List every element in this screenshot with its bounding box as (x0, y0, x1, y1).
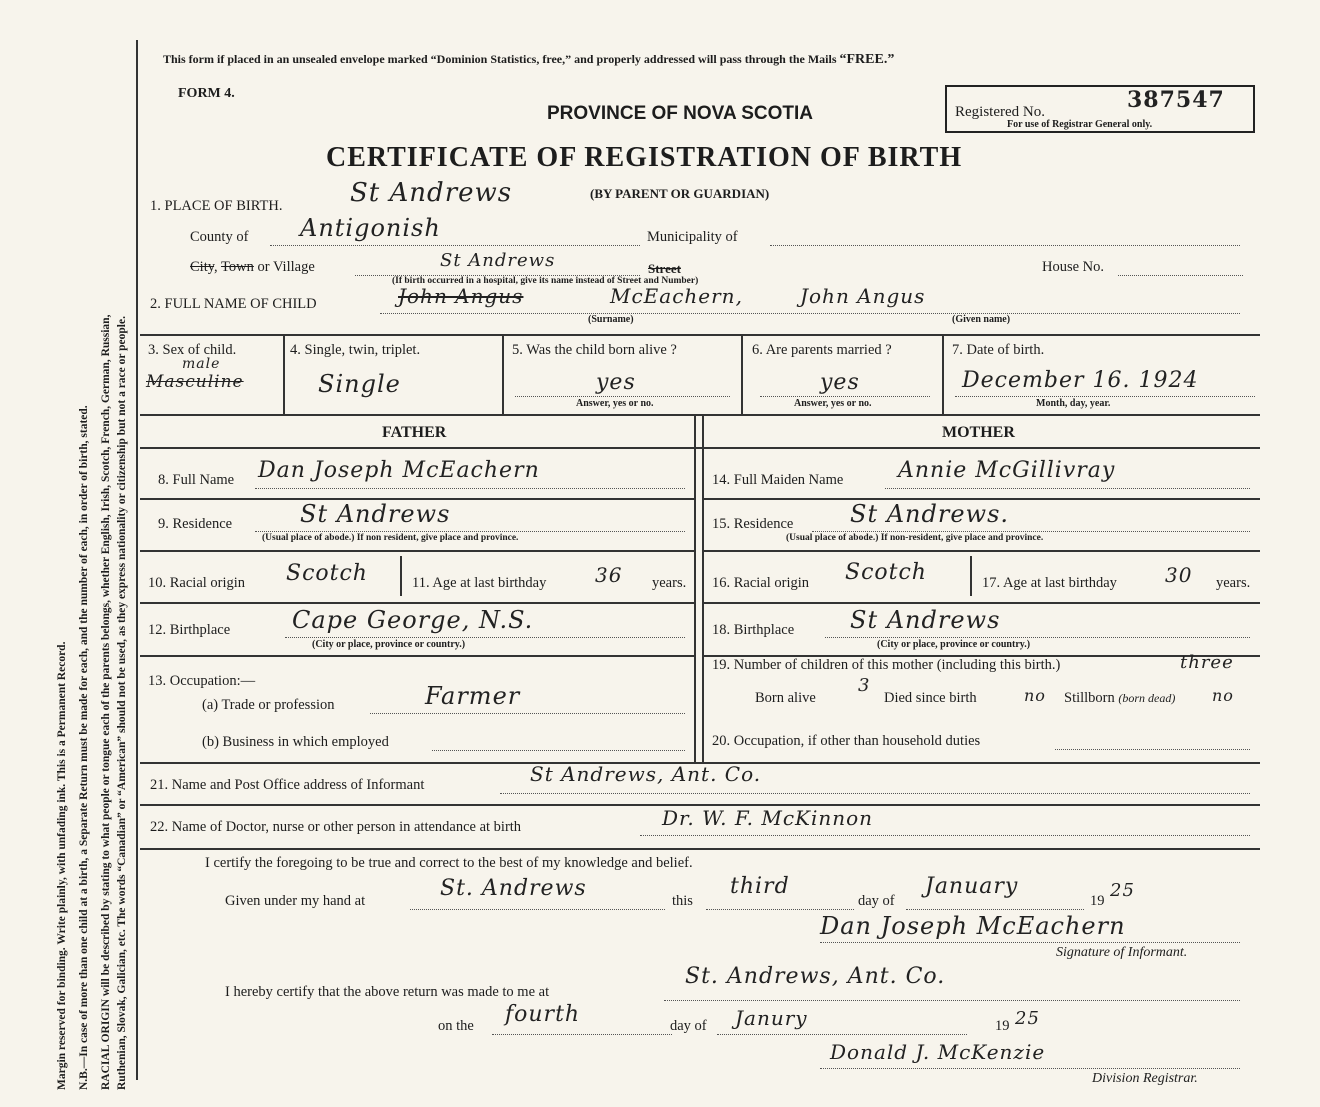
return-on-the-label: on the (438, 1018, 474, 1034)
stats-divider-3 (741, 334, 743, 414)
given-this-label: this (672, 893, 693, 909)
stats-top-rule (140, 334, 1260, 336)
form-number: FORM 4. (178, 86, 235, 101)
registered-number-value: 387547 (1127, 87, 1225, 113)
mother-birthplace-label: 18. Birthplace (712, 622, 795, 638)
registrar-caption: Division Registrar. (1092, 1071, 1198, 1086)
father-age-label: 11. Age at last birthday (412, 575, 547, 591)
date-of-birth-line (955, 396, 1255, 397)
father-trade-value: Farmer (425, 682, 521, 710)
father-residence-label: 9. Residence (158, 516, 233, 532)
county-value: Antigonish (300, 214, 441, 242)
return-month-line (717, 1034, 967, 1035)
return-year-value: 25 (1015, 1008, 1040, 1029)
informant-signature-line (820, 942, 1240, 943)
father-residence-caption: (Usual place of abode.) If non resident, give place and province. (262, 533, 519, 543)
father-name-label: 8. Full Name (158, 472, 235, 488)
mother-race-value: Scotch (845, 560, 927, 585)
house-number-label: House No. (1042, 259, 1105, 275)
child-given-name: John Angus (800, 284, 926, 308)
given-day-line (706, 909, 854, 910)
doctor-value: Dr. W. F. McKinnon (662, 806, 874, 830)
informant-value: St Andrews, Ant. Co. (530, 762, 762, 786)
informant-label: 21. Name and Post Office address of Informant (150, 777, 425, 793)
parents-divider-right (702, 414, 704, 762)
registrar-signature: Donald J. McKenzie (830, 1040, 1046, 1064)
given-year-value: 25 (1110, 880, 1135, 901)
father-heading: FATHER (382, 424, 447, 441)
child-surname: McEachern, (610, 284, 743, 308)
mother-birthplace-line (825, 637, 1250, 638)
father-occupation-label: 13. Occupation:— (148, 673, 256, 689)
margin-note-binding: Margin reserved for binding. Write plainly, with unfading ink. This is a Permanent Record. (56, 641, 68, 1090)
mother-heading: MOTHER (942, 424, 1015, 441)
born-alive-count-value: 3 (858, 675, 871, 696)
mother-children-value: three (1180, 652, 1234, 673)
margin-note-racial-origin: RACIAL ORIGIN will be described by stating to what people or tongue each of the parents belongs, whether English, Irish, Scotch, French, German, Russian, (100, 314, 112, 1090)
father-trade-label: (a) Trade or profession (202, 697, 335, 713)
father-name-line (255, 488, 685, 489)
father-race-label: 10. Racial origin (148, 575, 246, 591)
mother-birthplace-caption: (City or place, province or country.) (877, 639, 1031, 650)
municipality-line (770, 245, 1240, 246)
father-business-label: (b) Business in which employed (202, 734, 389, 750)
doctor-label: 22. Name of Doctor, nurse or other person in attendance at birth (150, 819, 522, 835)
given-day-of-label: day of (858, 893, 895, 909)
born-alive-line (515, 396, 730, 397)
informant-signature: Dan Joseph McEachern (820, 912, 1126, 940)
mother-age-value: 30 (1165, 563, 1193, 587)
certificate-title: CERTIFICATE OF REGISTRATION OF BIRTH (326, 142, 963, 173)
father-race-value: Scotch (286, 561, 368, 586)
certify-statement: I certify the foregoing to be true and correct to the best of my knowledge and belief. (205, 855, 693, 871)
born-alive-count-label: Born alive (755, 690, 816, 706)
mother-name-value: Annie McGillivray (898, 458, 1116, 483)
plurality-value: Single (318, 370, 401, 398)
parents-married-line (760, 396, 930, 397)
father-business-line (432, 750, 685, 751)
father-birthplace-caption: (City or place, province or country.) (312, 639, 466, 650)
born-alive-caption: Answer, yes or no. (576, 398, 654, 409)
date-of-birth-caption: Month, day, year. (1036, 398, 1111, 409)
stats-bottom-rule (140, 414, 1260, 416)
child-name-line (380, 313, 1240, 314)
informant-signature-caption: Signature of Informant. (1056, 945, 1188, 960)
parents-heading-rule (140, 447, 1260, 449)
given-day-value: third (730, 874, 790, 899)
county-line (270, 245, 640, 246)
margin-rule (136, 40, 138, 1080)
mother-age-label: 17. Age at last birthday (982, 575, 1117, 591)
given-place-value: St. Andrews (440, 876, 587, 901)
died-since-birth-label: Died since birth (884, 690, 977, 706)
plurality-label: 4. Single, twin, triplet. (290, 342, 421, 358)
return-place-line (664, 1000, 1240, 1001)
return-certify-label: I hereby certify that the above return was made to me at (225, 984, 550, 1000)
date-of-birth-value: December 16. 1924 (962, 368, 1199, 393)
sex-struck: Masculine (146, 372, 244, 392)
mother-occupation-line (1055, 749, 1250, 750)
parents-divider-left (694, 414, 696, 762)
municipality-label: Municipality of (647, 229, 738, 245)
doctor-rule (140, 848, 1260, 850)
stats-divider-2 (502, 334, 504, 414)
father-trade-line (370, 713, 685, 714)
mother-rule-3 (702, 602, 1260, 604)
given-year-prefix: 19 (1090, 893, 1105, 909)
father-rule-3 (140, 602, 694, 604)
child-name-label: 2. FULL NAME OF CHILD (150, 296, 317, 312)
mother-residence-label: 15. Residence (712, 516, 794, 532)
mother-race-label: 16. Racial origin (712, 575, 810, 591)
mother-name-label: 14. Full Maiden Name (712, 472, 844, 488)
father-race-divider (400, 556, 402, 596)
stats-divider-4 (942, 334, 944, 414)
parents-married-label: 6. Are parents married ? (752, 342, 892, 358)
return-day-line (492, 1034, 672, 1035)
hospital-note: (If birth occurred in a hospital, give its name instead of Street and Number) (392, 276, 699, 286)
died-since-birth-value: no (1024, 686, 1046, 705)
house-number-line (1118, 275, 1243, 276)
return-day-of-label: day of (670, 1018, 707, 1034)
father-name-value: Dan Joseph McEachern (258, 458, 540, 483)
parents-married-caption: Answer, yes or no. (794, 398, 872, 409)
father-rule-4 (140, 655, 694, 657)
by-parent-note: (BY PARENT OR GUARDIAN) (590, 186, 770, 201)
informant-line (500, 793, 1250, 794)
father-birthplace-value: Cape George, N.S. (292, 606, 534, 634)
sex-label: 3. Sex of child. (148, 342, 237, 358)
born-alive-label: 5. Was the child born alive ? (512, 342, 677, 358)
province-heading: PROVINCE OF NOVA SCOTIA (547, 103, 814, 124)
registered-number-box (945, 85, 1255, 133)
father-residence-value: St Andrews (300, 500, 451, 528)
sex-value: male (182, 356, 221, 372)
return-year-prefix: 19 (995, 1018, 1010, 1034)
parents-married-value: yes (820, 370, 860, 395)
return-day-value: fourth (505, 1002, 581, 1027)
father-age-years: years. (652, 575, 687, 591)
stats-divider-1 (283, 334, 285, 414)
given-month-value: January (925, 874, 1019, 899)
given-under-hand-label: Given under my hand at (225, 893, 366, 909)
father-birthplace-line (285, 637, 685, 638)
date-of-birth-label: 7. Date of birth. (952, 342, 1045, 358)
mother-residence-value: St Andrews. (850, 500, 1010, 528)
father-rule-2 (140, 550, 694, 552)
given-place-line (410, 909, 665, 910)
mailing-notice: This form if placed in an unsealed envelope marked “Dominion Statistics, free,” and properly addressed will pass through the Mails “FREE.” (163, 52, 895, 67)
registrar-signature-line (820, 1068, 1240, 1069)
return-month-value: Janury (735, 1006, 808, 1030)
mother-residence-caption: (Usual place of abode.) If non-resident, give place and province. (786, 533, 1044, 543)
place-of-birth-label: 1. PLACE OF BIRTH. (150, 198, 283, 214)
village-value: St Andrews (440, 250, 556, 271)
doctor-line (640, 835, 1250, 836)
surname-caption: (Surname) (588, 314, 634, 325)
street-label: Street (648, 261, 681, 276)
mother-birthplace-value: St Andrews (850, 606, 1001, 634)
mother-residence-line (812, 531, 1250, 532)
city-town-village-label: City, Town or Village (190, 259, 315, 275)
mother-rule-2 (702, 550, 1260, 552)
mother-occupation-label: 20. Occupation, if other than household duties (712, 733, 981, 749)
father-birthplace-label: 12. Birthplace (148, 622, 231, 638)
place-of-birth-value: St Andrews (350, 178, 513, 208)
born-alive-value: yes (596, 370, 636, 395)
mother-age-years: years. (1216, 575, 1251, 591)
registrar-note: For use of Registrar General only. (1007, 119, 1153, 130)
margin-note-multiple-births: N.B.—In case of more than one child at a birth, a Separate Return must be made for each, and the number of each, in order of birth, stated. (78, 405, 90, 1090)
return-place-value: St. Andrews, Ant. Co. (685, 964, 946, 989)
county-label: County of (190, 229, 249, 245)
father-age-value: 36 (595, 563, 623, 587)
stillborn-label: Stillborn (born dead) (1064, 690, 1176, 706)
father-residence-line (255, 531, 685, 532)
child-name-struck: John Angus (398, 284, 524, 308)
margin-note-racial-origin-2: Ruthenian, Slovak, Galician, etc. The words “Canadian” or “American” should not be used, as they express nationality or citizenship but not a race or people. (116, 316, 128, 1090)
given-month-line (906, 909, 1084, 910)
registered-number-label: Registered No. (955, 104, 1045, 120)
stillborn-value: no (1212, 686, 1234, 705)
given-name-caption: (Given name) (952, 314, 1011, 325)
mother-children-label: 19. Number of children of this mother (including this birth.) (712, 657, 1061, 673)
mother-race-divider (970, 556, 972, 596)
mother-name-line (885, 488, 1250, 489)
